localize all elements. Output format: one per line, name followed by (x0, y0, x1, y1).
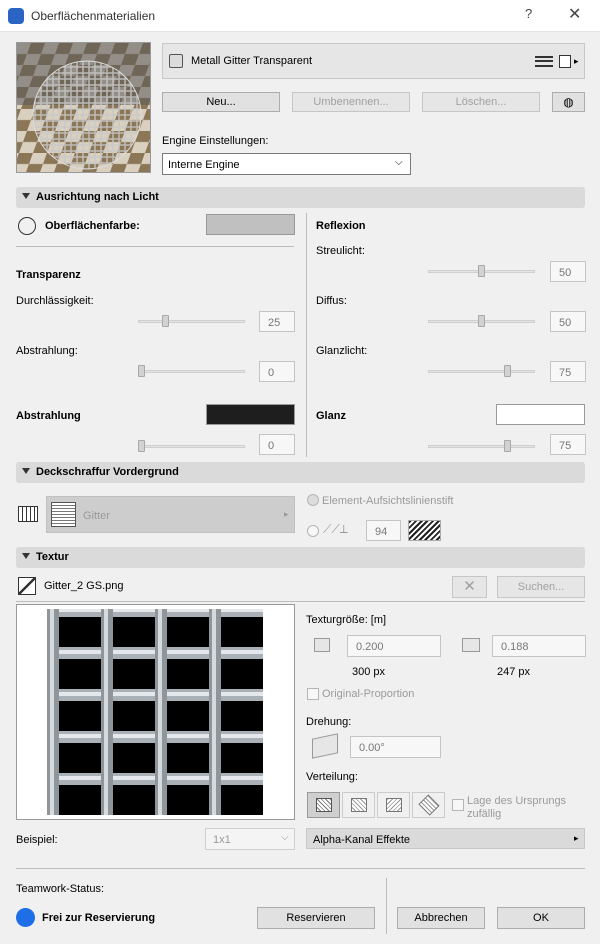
fill-selector[interactable] (46, 496, 295, 533)
chevron-right-icon: ▸ (574, 833, 579, 843)
texture-size-label: Texturgröße: [m] (306, 614, 387, 626)
texture-height-field[interactable]: 0.188 (492, 635, 586, 657)
rotation-label: Drehung: (306, 716, 352, 728)
texture-width-field[interactable]: 0.200 (347, 635, 441, 657)
ambient-slider[interactable] (428, 265, 535, 277)
permeability-field[interactable]: 25 (259, 311, 295, 332)
width-icon (314, 638, 330, 652)
original-proportion-checkbox[interactable] (307, 688, 319, 700)
close-icon: ✕ (463, 578, 476, 595)
permeability-label: Durchlässigkeit: (16, 295, 94, 307)
collapse-triangle-icon (22, 468, 30, 474)
emission-color-swatch[interactable] (206, 404, 295, 425)
new-button[interactable]: Neu... (162, 92, 280, 112)
app-icon (8, 8, 24, 24)
chevron-down-icon: ⌵ (395, 157, 403, 168)
sample-label: Beispiel: (16, 834, 58, 846)
emission-slider[interactable] (138, 440, 245, 452)
section-texture-title: Textur (36, 551, 69, 563)
footer-divider (16, 868, 585, 869)
search-texture-button[interactable]: Suchen... (497, 576, 585, 598)
material-preview (16, 42, 151, 173)
footer-vertical-divider (386, 878, 387, 934)
chevron-down-icon: ⌵ (281, 832, 289, 843)
custom-pen-radio[interactable] (307, 525, 319, 537)
teamwork-status-icon (16, 908, 35, 927)
divider (16, 246, 294, 247)
section-light-title: Ausrichtung nach Licht (36, 191, 159, 203)
ambient-field[interactable]: 50 (550, 261, 586, 282)
original-proportion-label: Original-Proportion (322, 688, 415, 700)
engine-value: Interne Engine (168, 159, 240, 171)
section-hatch-header[interactable] (16, 462, 585, 483)
fill-name: Gitter (83, 510, 110, 522)
pen-option-radio[interactable] (307, 494, 319, 506)
section-light-header[interactable] (16, 187, 585, 208)
sample-value: 1x1 (213, 834, 231, 846)
delete-button[interactable]: Löschen... (422, 92, 540, 112)
ambient-label: Streulicht: (316, 245, 365, 257)
gloss-slider[interactable] (428, 440, 535, 452)
distribution-mode-4[interactable] (412, 792, 445, 818)
alpha-channel-label: Alpha-Kanal Effekte (313, 834, 411, 846)
diffuse-label: Diffus: (316, 295, 347, 307)
transparency-emission-field[interactable]: 0 (259, 361, 295, 382)
random-origin-checkbox[interactable] (452, 799, 464, 811)
sample-select[interactable] (205, 828, 295, 850)
teamwork-label: Teamwork-Status: (16, 883, 105, 895)
chevron-right-icon: ▸ (284, 509, 289, 519)
cancel-button[interactable]: Abbrechen (397, 907, 485, 929)
globe-icon: ◍ (563, 95, 574, 109)
height-icon (462, 638, 480, 652)
fill-pattern-icon (51, 502, 76, 527)
surface-color-label: Oberflächenfarbe: (45, 220, 140, 232)
close-button[interactable]: ✕ (568, 6, 582, 23)
transparency-emission-slider[interactable] (138, 365, 245, 377)
emission-heading: Abstrahlung (16, 410, 81, 422)
texture-height-px: 247 px (497, 666, 531, 678)
engine-select[interactable] (162, 153, 411, 175)
rotation-icon (312, 733, 338, 759)
texture-file-name: Gitter_2 GS.png (44, 580, 124, 592)
engine-label: Engine Einstellungen: (162, 135, 269, 147)
pen-icon: ⟋⟋⊥ (323, 522, 348, 536)
emission-field[interactable]: 0 (259, 434, 295, 455)
texture-preview (16, 604, 295, 820)
rename-button[interactable]: Umbenennen... (292, 92, 410, 112)
globe-button[interactable] (552, 92, 585, 112)
title-bar (0, 0, 600, 32)
vertical-divider (306, 213, 307, 457)
gloss-color-swatch[interactable] (496, 404, 585, 425)
remove-texture-button[interactable] (452, 576, 487, 598)
reserve-button[interactable]: Reservieren (257, 907, 375, 929)
surface-color-swatch[interactable] (206, 214, 295, 235)
material-selector[interactable] (162, 43, 585, 79)
distribution-mode-3[interactable] (377, 792, 410, 818)
material-name: Metall Gitter Transparent (191, 55, 313, 67)
list-view-icon[interactable] (535, 56, 553, 67)
hatch-fill-icon (18, 506, 38, 522)
pen-color-button[interactable] (408, 520, 441, 541)
diffuse-field[interactable]: 50 (550, 311, 586, 332)
specular-field[interactable]: 75 (550, 361, 586, 382)
transparency-heading: Transparenz (16, 269, 81, 281)
random-origin-label-2: zufällig (467, 808, 502, 820)
specular-label: Glanzlicht: (316, 345, 368, 357)
material-color-swatch (169, 54, 183, 68)
distribution-label: Verteilung: (306, 771, 358, 783)
divider (16, 601, 585, 602)
section-texture-header[interactable] (16, 547, 585, 568)
alpha-channel-effects[interactable] (306, 828, 585, 849)
help-button[interactable]: ? (525, 6, 533, 21)
transparency-emission-label: Abstrahlung: (16, 345, 78, 357)
permeability-slider[interactable] (138, 315, 245, 327)
ok-button[interactable]: OK (497, 907, 585, 929)
random-origin-label-1: Lage des Ursprungs (467, 795, 567, 807)
pen-number-field[interactable]: 94 (366, 520, 401, 541)
surface-color-icon (18, 217, 36, 235)
distribution-mode-1[interactable] (307, 792, 340, 818)
specular-slider[interactable] (428, 365, 535, 377)
rotation-field[interactable]: 0.00° (350, 736, 441, 758)
section-hatch-title: Deckschraffur Vordergrund (36, 466, 179, 478)
chevron-right-icon[interactable]: ▸ (574, 56, 579, 66)
window-title: Oberflächenmaterialien (31, 9, 156, 23)
collapse-triangle-icon (22, 553, 30, 559)
texture-file-icon (18, 577, 36, 595)
material-image-icon[interactable] (559, 55, 571, 68)
pen-option-label: Element-Aufsichtslinienstift (322, 495, 454, 507)
reflection-heading: Reflexion (316, 220, 366, 232)
texture-width-px: 300 px (352, 666, 386, 678)
distribution-mode-2[interactable] (342, 792, 375, 818)
diffuse-slider[interactable] (428, 315, 535, 327)
teamwork-status: Frei zur Reservierung (42, 912, 156, 924)
collapse-triangle-icon (22, 193, 30, 199)
gloss-heading: Glanz (316, 410, 346, 422)
gloss-field[interactable]: 75 (550, 434, 586, 455)
